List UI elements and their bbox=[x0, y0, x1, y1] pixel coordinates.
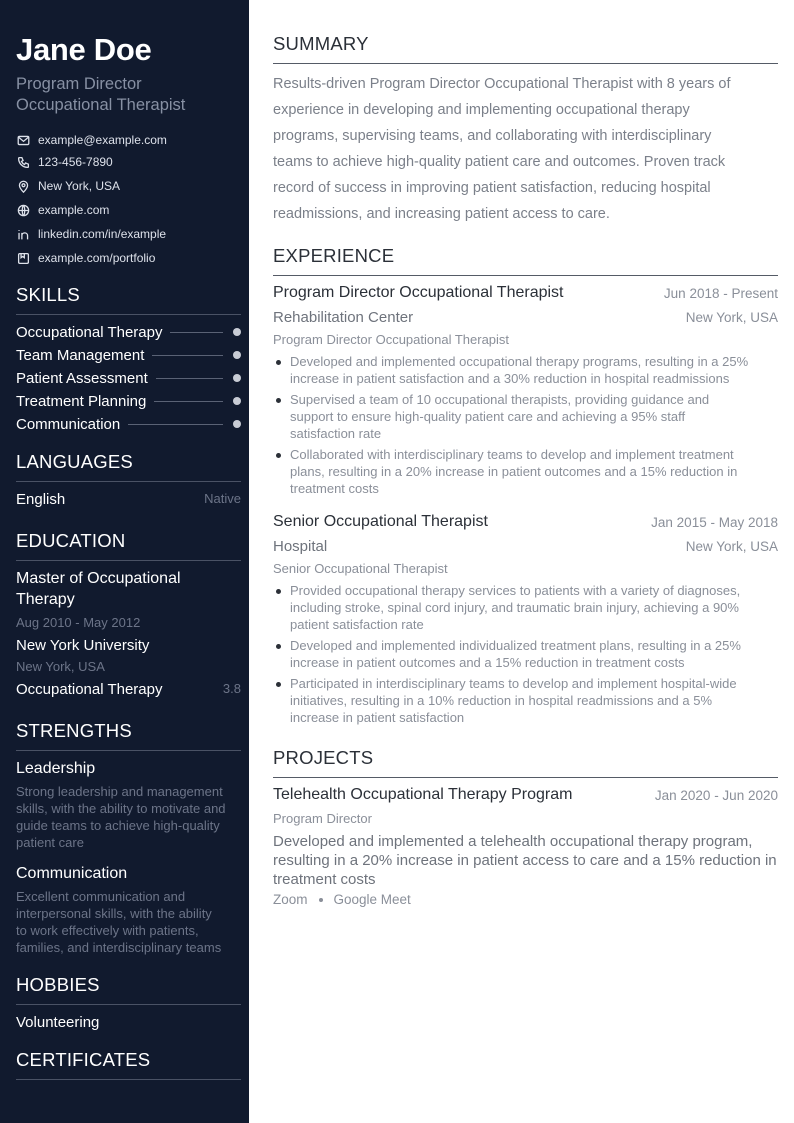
education-gpa: 3.8 bbox=[222, 681, 241, 696]
degree-line: Master of Occupational bbox=[16, 570, 181, 587]
summary-line: experience in developing and implementing occupational therapy bbox=[273, 102, 690, 118]
bullet-line: support to ensure high-quality patient care and achieving a 95% staff bbox=[290, 409, 686, 424]
job-organization: Hospital bbox=[273, 538, 328, 555]
skill-line bbox=[152, 355, 223, 356]
skill-dot bbox=[233, 397, 241, 405]
skill-line bbox=[128, 424, 223, 425]
location-pin-icon bbox=[16, 179, 30, 193]
skill-label: Patient Assessment bbox=[16, 369, 148, 387]
languages-heading: LANGUAGES bbox=[16, 451, 241, 482]
desc-line: Strong leadership and management bbox=[16, 784, 223, 799]
job-title: Senior Occupational Therapist bbox=[273, 513, 488, 530]
education-dates: Aug 2010 - May 2012 bbox=[16, 615, 141, 630]
bullet-line: Developed and implemented occupational therapy programs, resulting in a 25% bbox=[290, 354, 749, 369]
linkedin-icon bbox=[16, 227, 30, 241]
skill-label: Team Management bbox=[16, 346, 145, 364]
desc-line: families, and interdisciplinary teams bbox=[16, 940, 222, 955]
bullet-line: increase in patient satisfaction and a 30% reduction in hospital readmissions bbox=[290, 371, 730, 386]
education-degree bbox=[16, 568, 241, 610]
contact-text: 123-456-7890 bbox=[38, 155, 113, 169]
bullet-line: treatment costs bbox=[290, 481, 379, 496]
job-subtitle: Senior Occupational Therapist bbox=[273, 561, 448, 576]
desc-line: treatment costs bbox=[273, 871, 376, 888]
skill-item bbox=[16, 414, 241, 434]
summary-line: Results-driven Program Director Occupational Therapist with 8 years of bbox=[273, 76, 731, 92]
desc-line: to work effectively with patients, bbox=[16, 923, 199, 938]
projects-heading: PROJECTS bbox=[273, 747, 778, 778]
separator-dot bbox=[319, 898, 323, 902]
desc-line: interpersonal skills, with the ability bbox=[16, 906, 212, 921]
contact-location bbox=[16, 178, 120, 194]
desc-line: Developed and implemented a telehealth occupational therapy program, bbox=[273, 833, 753, 850]
bullet-line: increase in patient outcomes and a 15% reduction in treatment costs bbox=[290, 655, 685, 670]
summary-heading: SUMMARY bbox=[273, 33, 778, 64]
contact-website[interactable] bbox=[16, 202, 109, 218]
contact-email[interactable] bbox=[16, 132, 167, 148]
hobby-item: Volunteering bbox=[16, 1014, 100, 1031]
skills-heading: SKILLS bbox=[16, 284, 241, 315]
sidebar bbox=[0, 0, 249, 1123]
skill-line bbox=[156, 378, 223, 379]
bullet-line: Provided occupational therapy services to patients with a variety of diagnoses, bbox=[290, 583, 741, 598]
job-title: Program Director Occupational Therapist bbox=[273, 284, 564, 301]
job-bullets bbox=[273, 582, 778, 730]
strength-desc bbox=[16, 783, 241, 851]
bullet-item bbox=[273, 637, 778, 671]
project-dates: Jan 2020 - Jun 2020 bbox=[654, 788, 778, 803]
contact-text: example.com bbox=[38, 203, 110, 217]
skill-dot bbox=[233, 420, 241, 428]
project-role: Program Director bbox=[273, 811, 372, 826]
bullet-line: initiatives, resulting in a 10% reduction in hospital readmissions and a 5% bbox=[290, 693, 713, 708]
skill-line bbox=[154, 401, 223, 402]
skill-item bbox=[16, 391, 241, 411]
bullet-item bbox=[273, 391, 778, 442]
bullet-line: patient satisfaction rate bbox=[290, 617, 424, 632]
education-heading: EDUCATION bbox=[16, 530, 241, 561]
tool-tag: Google Meet bbox=[333, 892, 411, 907]
strength-desc bbox=[16, 888, 241, 956]
bullet-line: plans, resulting in a 20% increase in patient outcomes and a 15% reduction in bbox=[290, 464, 738, 479]
job-bullets bbox=[273, 353, 778, 501]
skill-item bbox=[16, 345, 241, 365]
role-line: Program Director bbox=[16, 75, 142, 93]
project-description bbox=[273, 832, 778, 889]
job-location: New York, USA bbox=[685, 539, 778, 554]
experience-heading: EXPERIENCE bbox=[273, 245, 778, 276]
tool-tag: Zoom bbox=[273, 892, 308, 907]
skill-dot bbox=[233, 351, 241, 359]
skill-line bbox=[170, 332, 223, 333]
phone-icon bbox=[16, 155, 30, 169]
bullet-line: Collaborated with interdisciplinary teams to develop and implement treatment bbox=[290, 447, 734, 462]
contact-portfolio[interactable] bbox=[16, 250, 155, 266]
language-name: English bbox=[16, 491, 66, 508]
contact-text: example@example.com bbox=[38, 133, 167, 147]
desc-line: skills, with the ability to motivate and bbox=[16, 801, 226, 816]
contact-phone[interactable] bbox=[16, 154, 113, 170]
project-title: Telehealth Occupational Therapy Program bbox=[273, 786, 573, 803]
skill-item bbox=[16, 368, 241, 388]
job-dates: Jun 2018 - Present bbox=[663, 286, 778, 301]
desc-line: resulting in a 20% increase in patient access to care and a 15% reduction in bbox=[273, 852, 777, 869]
summary-text bbox=[273, 71, 778, 227]
job-subtitle: Program Director Occupational Therapist bbox=[273, 332, 510, 347]
contact-text: example.com/portfolio bbox=[38, 251, 156, 265]
bullet-item bbox=[273, 675, 778, 726]
skill-dot bbox=[233, 374, 241, 382]
summary-line: teams to achieve high-quality patient care and outcomes. Proven track bbox=[273, 154, 726, 170]
desc-line: patient care bbox=[16, 835, 84, 850]
desc-line: guide teams to achieve high-quality bbox=[16, 818, 220, 833]
education-field: Occupational Therapy bbox=[16, 681, 163, 698]
portfolio-icon bbox=[16, 251, 30, 265]
summary-line: programs, supervising teams, and collaborating with interdisciplinary bbox=[273, 128, 712, 144]
role-line: Occupational Therapist bbox=[16, 96, 186, 114]
skill-item bbox=[16, 322, 241, 342]
contact-linkedin[interactable] bbox=[16, 226, 166, 242]
job-organization: Rehabilitation Center bbox=[273, 309, 414, 326]
bullet-line: including stroke, spinal cord injury, and traumatic brain injury, achieving a 90% bbox=[290, 600, 739, 615]
candidate-name: Jane Doe bbox=[16, 32, 152, 67]
bullet-item bbox=[273, 446, 778, 497]
globe-icon bbox=[16, 203, 30, 217]
strength-name: Leadership bbox=[16, 760, 96, 777]
summary-line: record of success in improving patient satisfaction, reducing hospital bbox=[273, 180, 711, 196]
bullet-line: increase in patient satisfaction bbox=[290, 710, 465, 725]
project-tools bbox=[273, 892, 411, 907]
certificates-heading: CERTIFICATES bbox=[16, 1049, 241, 1080]
degree-line: Therapy bbox=[16, 591, 75, 608]
skill-label: Communication bbox=[16, 415, 121, 433]
skill-dot bbox=[233, 328, 241, 336]
desc-line: Excellent communication and bbox=[16, 889, 186, 904]
envelope-icon bbox=[16, 133, 30, 147]
strengths-heading: STRENGTHS bbox=[16, 720, 241, 751]
summary-line: readmissions, and increasing patient access to care. bbox=[273, 206, 610, 222]
contact-text: New York, USA bbox=[38, 179, 121, 193]
bullet-line: Participated in interdisciplinary teams to develop and implement hospital-wide bbox=[290, 676, 737, 691]
bullet-line: Developed and implemented individualized treatment plans, resulting in a 25% bbox=[290, 638, 741, 653]
education-location: New York, USA bbox=[16, 659, 105, 674]
skill-label: Occupational Therapy bbox=[16, 323, 163, 341]
bullet-item bbox=[273, 582, 778, 633]
language-level: Native bbox=[204, 491, 241, 506]
job-location: New York, USA bbox=[685, 310, 778, 325]
strength-name: Communication bbox=[16, 865, 128, 882]
bullet-item bbox=[273, 353, 778, 387]
job-dates: Jan 2015 - May 2018 bbox=[651, 515, 778, 530]
bullet-line: Supervised a team of 10 occupational therapists, providing guidance and bbox=[290, 392, 710, 407]
bullet-line: satisfaction rate bbox=[290, 426, 382, 441]
skill-label: Treatment Planning bbox=[16, 392, 147, 410]
candidate-role bbox=[16, 74, 241, 116]
education-school: New York University bbox=[16, 637, 150, 654]
hobbies-heading: HOBBIES bbox=[16, 974, 241, 1005]
contact-text: linkedin.com/in/example bbox=[38, 227, 167, 241]
